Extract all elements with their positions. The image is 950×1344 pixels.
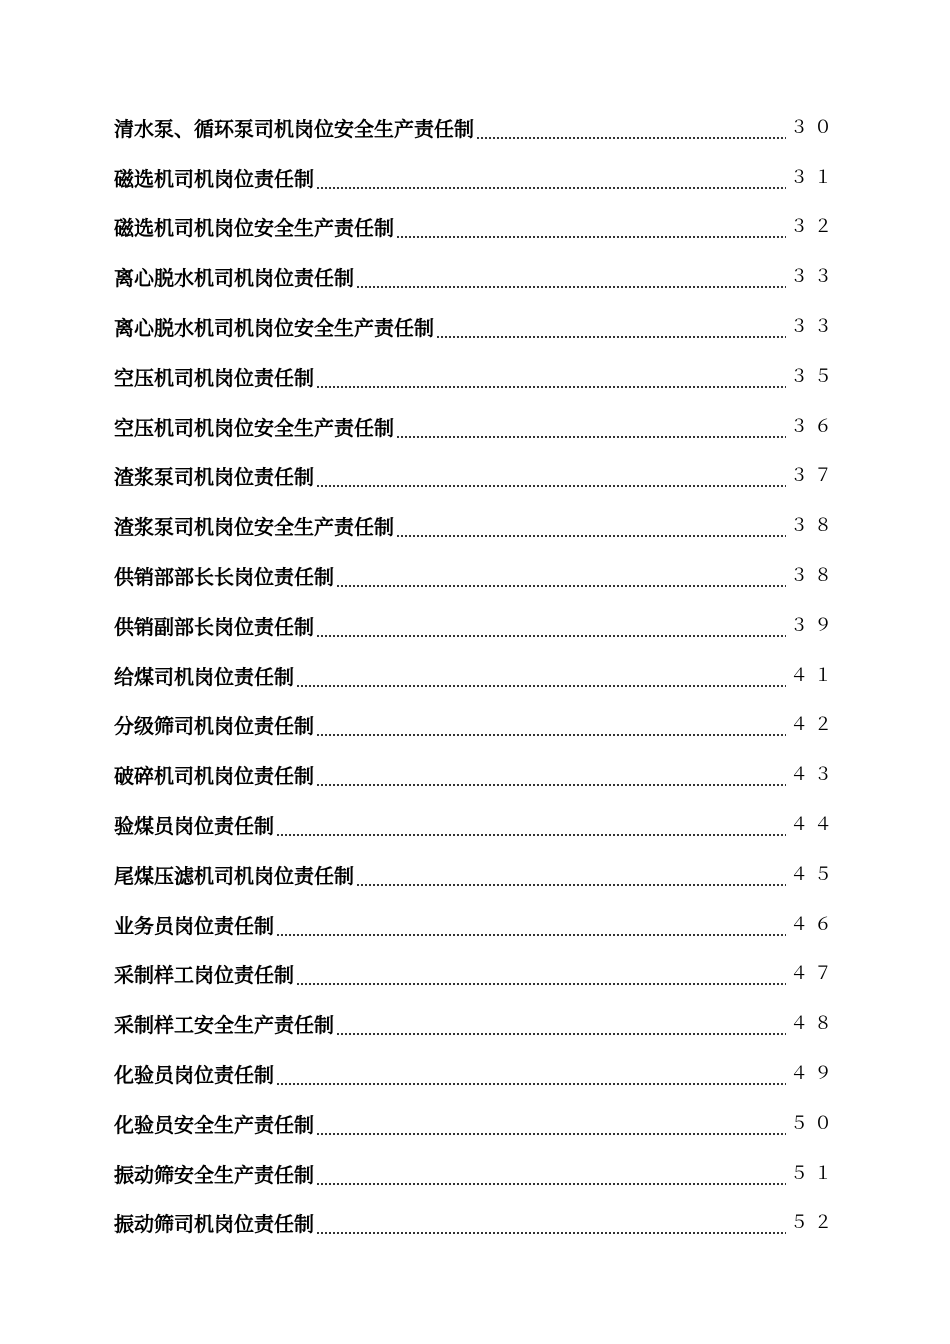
toc-entry-page: ５１ [790,1162,838,1184]
toc-entry-title: 振动筛安全生产责任制 [114,1162,314,1187]
toc-entry-title: 离心脱水机司机岗位责任制 [114,266,354,291]
toc-entry-title: 采制样工岗位责任制 [114,963,294,988]
toc-dot-leader [316,485,786,487]
toc-entry[interactable] [114,599,838,649]
toc-entry-page: ４９ [790,1062,838,1084]
toc-entry[interactable] [114,250,838,300]
toc-entry-page: ４８ [790,1013,838,1035]
toc-entry-title: 空压机司机岗位安全生产责任制 [114,415,394,440]
toc-dot-leader [396,236,786,238]
toc-entry[interactable] [114,400,838,450]
toc-entry[interactable] [114,350,838,400]
toc-entry[interactable] [114,1197,838,1247]
toc-entry-title: 振动筛司机岗位责任制 [114,1212,314,1237]
toc-entry-page: ４７ [790,963,838,985]
toc-entry-page: ４１ [790,664,838,686]
toc-entry-title: 破碎机司机岗位责任制 [114,764,314,789]
toc-dot-leader [316,1232,786,1234]
toc-dot-leader [276,834,786,836]
toc-entry-title: 供销部部长长岗位责任制 [114,564,334,589]
toc-entry-page: ３３ [790,266,838,288]
toc-entry-title: 业务员岗位责任制 [114,913,274,938]
toc-entry[interactable] [114,798,838,848]
toc-dot-leader [316,187,786,189]
toc-entry-page: ５２ [790,1212,838,1234]
toc-entry[interactable] [114,1097,838,1147]
toc-dot-leader [296,983,786,985]
toc-entry-title: 给煤司机岗位责任制 [114,664,294,689]
toc-dot-leader [316,1183,786,1185]
toc-entry-page: ３７ [790,465,838,487]
toc-dot-leader [316,635,786,637]
toc-entry[interactable] [114,450,838,500]
toc-entry[interactable] [114,300,838,350]
toc-entry-page: ５０ [790,1112,838,1134]
toc-entry-title: 化验员安全生产责任制 [114,1112,314,1137]
toc-entry-title: 分级筛司机岗位责任制 [114,714,314,739]
toc-entry-page: ３８ [790,515,838,537]
toc-entry-page: ３６ [790,415,838,437]
toc-dot-leader [316,386,786,388]
toc-entry-title: 采制样工安全生产责任制 [114,1013,334,1038]
table-of-contents [114,101,838,1246]
toc-entry-title: 磁选机司机岗位责任制 [114,166,314,191]
toc-dot-leader [276,934,786,936]
toc-dot-leader [276,1083,786,1085]
toc-dot-leader [396,535,786,537]
toc-entry[interactable] [114,151,838,201]
toc-entry-page: ３９ [790,614,838,636]
toc-entry[interactable] [114,649,838,699]
toc-entry[interactable] [114,848,838,898]
toc-entry-page: ４４ [790,813,838,835]
toc-dot-leader [316,1133,786,1135]
toc-entry-page: ４２ [790,714,838,736]
toc-entry-page: ４３ [790,764,838,786]
toc-entry[interactable] [114,549,838,599]
toc-entry-page: ３２ [790,216,838,238]
toc-entry[interactable] [114,699,838,749]
toc-entry[interactable] [114,101,838,151]
toc-entry-page: ３８ [790,564,838,586]
toc-entry[interactable] [114,1147,838,1197]
toc-entry[interactable] [114,201,838,251]
toc-entry-page: ３０ [790,116,838,138]
toc-entry-title: 尾煤压滤机司机岗位责任制 [114,863,354,888]
toc-entry[interactable] [114,997,838,1047]
toc-entry-page: ３３ [790,315,838,337]
toc-dot-leader [436,336,786,338]
toc-entry[interactable] [114,499,838,549]
toc-dot-leader [336,585,786,587]
toc-entry-title: 离心脱水机司机岗位安全生产责任制 [114,315,434,340]
toc-dot-leader [316,784,786,786]
toc-entry-title: 供销副部长岗位责任制 [114,614,314,639]
toc-entry[interactable] [114,1047,838,1097]
toc-entry[interactable] [114,748,838,798]
toc-dot-leader [356,286,786,288]
toc-entry-page: ４５ [790,863,838,885]
toc-dot-leader [476,137,786,139]
toc-entry-page: ４６ [790,913,838,935]
toc-dot-leader [356,884,786,886]
toc-entry-title: 清水泵、循环泵司机岗位安全生产责任制 [114,116,474,141]
toc-dot-leader [296,685,786,687]
toc-entry-title: 验煤员岗位责任制 [114,813,274,838]
toc-dot-leader [336,1033,786,1035]
toc-entry[interactable] [114,898,838,948]
toc-dot-leader [396,436,786,438]
toc-entry-title: 渣浆泵司机岗位安全生产责任制 [114,515,394,540]
toc-entry-page: ３１ [790,166,838,188]
toc-entry-title: 磁选机司机岗位安全生产责任制 [114,216,394,241]
toc-entry-title: 渣浆泵司机岗位责任制 [114,465,314,490]
toc-entry-page: ３５ [790,365,838,387]
toc-dot-leader [316,734,786,736]
toc-entry[interactable] [114,948,838,998]
toc-entry-title: 化验员岗位责任制 [114,1062,274,1087]
toc-entry-title: 空压机司机岗位责任制 [114,365,314,390]
